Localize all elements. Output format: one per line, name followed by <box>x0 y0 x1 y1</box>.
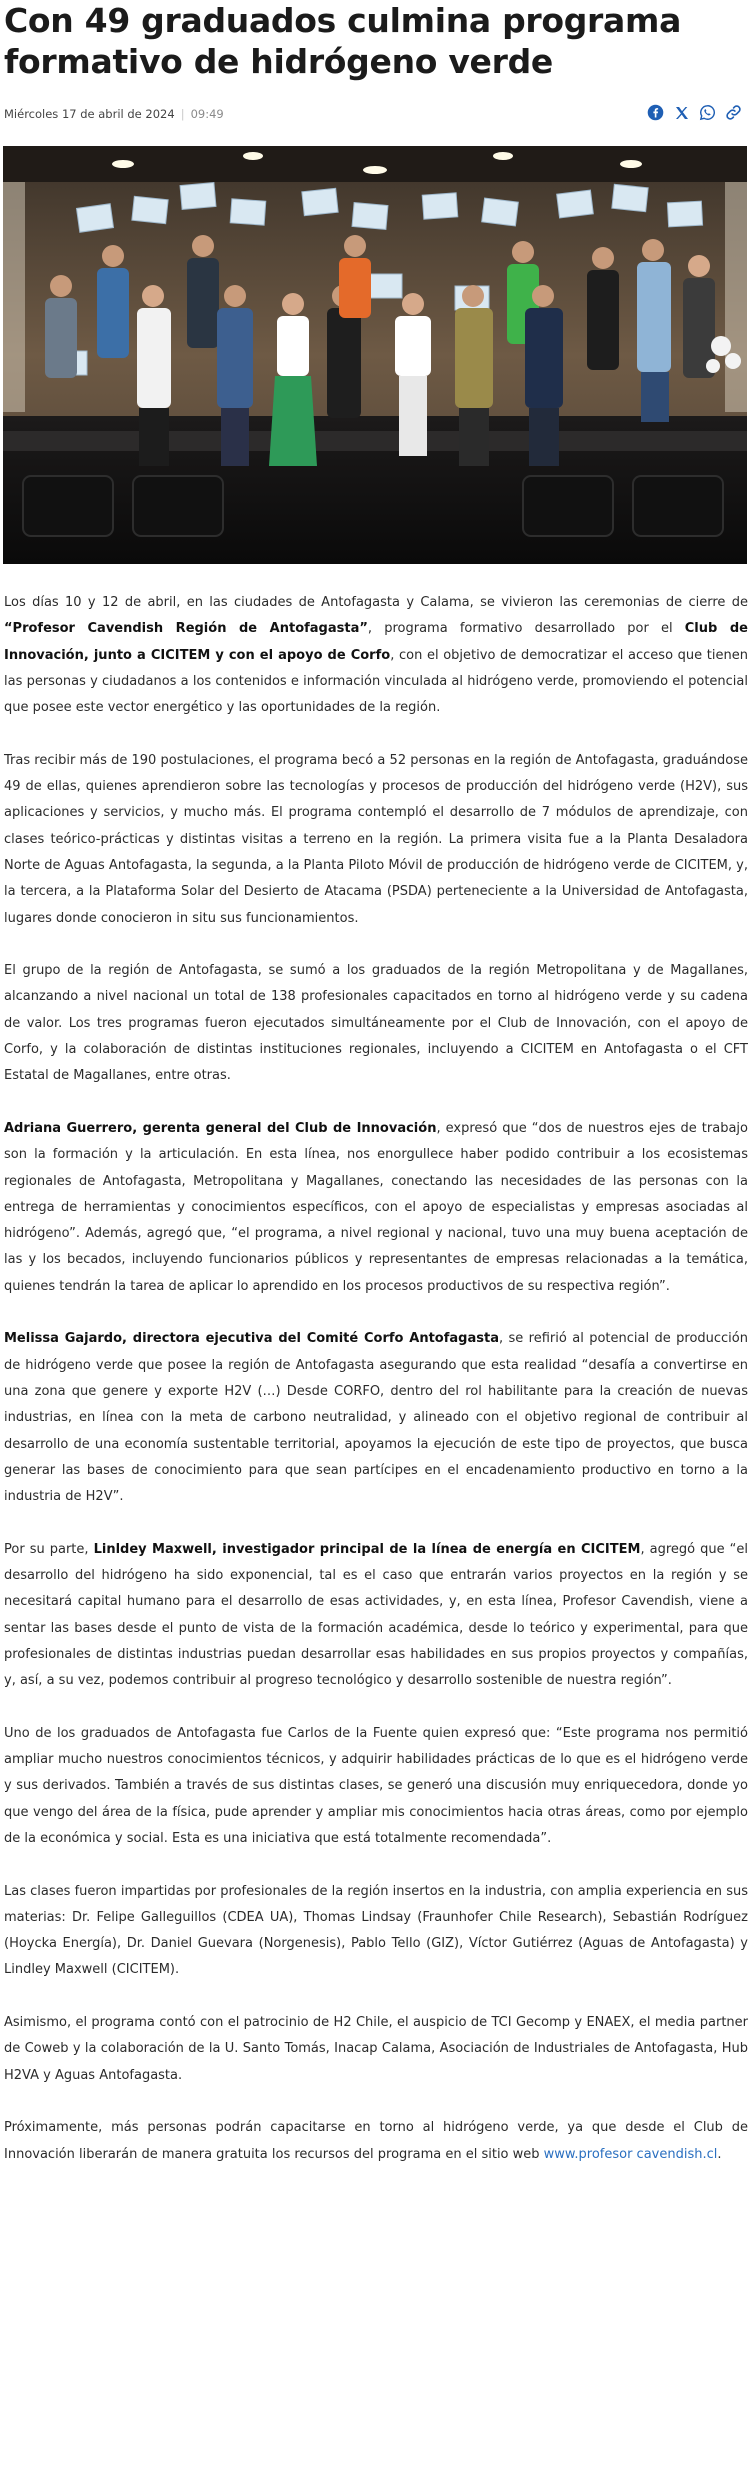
paragraph-5 <box>4 1326 748 1510</box>
publish-time: 09:49 <box>190 107 224 121</box>
facebook-icon[interactable] <box>647 104 664 121</box>
organizers: Club de Innovación, junto a CICITEM y con el apoyo de Corfo <box>4 621 748 663</box>
article-title: Con 49 graduados culmina programa formativo de hidrógeno verde <box>4 1 682 81</box>
text-segment: , agregó que “el desarrollo del hidrógeno ha sido exponencial, tal es el caso que entrarán varios proyectos en la región y se necesitará capital humano para el desarrollo de esas actividades, y, en esta línea, Profesor Cavendish, viene a sentar las bases desde el punto de vista de la formación académica, desde lo teórico y experimental, para que profesionales de distintas industrias puedan desarrollar esas habilidades en sus propios proyectos y compañías, y, así, a su vez, podemos contribuir al progreso tecnológico y desarrollo sostenible de nuestra región”. <box>4 1541 749 1689</box>
speaker-name: Linldey Maxwell, investigador principal de la línea de energía en CICITEM <box>93 1541 641 1557</box>
paragraph-9: Asimismo, el programa contó con el patrocinio de H2 Chile, el auspicio de TCI Gecomp y ENAEX, el media partner de Coweb y la colaboración de la U. Santo Tomás, Inacap Calama, Asociación de Industriales de Antofagasta, Hub H2VA y Aguas Antofagasta. <box>4 2015 748 2083</box>
speaker-name: Melissa Gajardo, directora ejecutiva del Comité Corfo Antofagasta <box>4 1331 499 1347</box>
paragraph-4 <box>4 1116 748 1300</box>
text-segment: , con el objetivo de democratizar el acceso que tienen las personas y ciudadanos a los contenidos e información vinculada al hidrógeno verde, promoviendo el potencial que posee este vector energético y las oportunidades de la región. <box>4 647 748 716</box>
text-segment: Los días 10 y 12 de abril, en las ciudades de Antofagasta y Calama, se vivieron las ceremonias de cierre de <box>4 595 748 610</box>
meta-separator: | <box>180 107 185 121</box>
whatsapp-icon[interactable] <box>699 104 716 121</box>
program-name: “Profesor Cavendish Región de Antofagasta” <box>4 621 368 637</box>
paragraph-10 <box>4 2115 748 2168</box>
program-website-link[interactable]: www.profesor cavendish.cl <box>543 2146 718 2162</box>
text-segment: . <box>717 2146 722 2162</box>
article-body <box>4 590 748 2194</box>
paragraph-8: Las clases fueron impartidas por profesionales de la región insertos en la industria, con amplia experiencia en sus materias: Dr. Felipe Galleguillos (CDEA UA), Thomas Lindsay (Fraunhofer Chile Research), Sebastián Rodríguez (Hoycka Energía), Dr. Daniel Guevara (Norgenesis), Pablo Tello (GIZ), Víctor Gutiérrez (Aguas de Antofagasta) y Lindley Maxwell (CICITEM). <box>4 1883 748 1978</box>
text-segment: , expresó que “dos de nuestros ejes de trabajo son la formación y la articulación. En esta línea, nos enorgullece haber podido contribuir a los ecosistemas regionales de Antofagasta, Metropolitana y Magallanes, conectando las necesidades de las personas con la entrega de herramientas y conocimientos específicos, con el apoyo de especialistas y empresas asociadas al hidrógeno”. Además, agregó que, “el programa, a nivel regional y nacional, tuvo una muy buena aceptación de las y los becados, incluyendo funcionarios públicos y representantes de empresas relacionadas a la temática, quienes tendrán la tarea de aplicar lo aprendido en los procesos productivos de su respectiva región”. <box>4 1120 748 1294</box>
paragraph-7: Uno de los graduados de Antofagasta fue Carlos de la Fuente quien expresó que: “Este programa nos permitió ampliar mucho nuestros conocimientos técnicos, y adquirir habilidades prácticas de lo que es el hidrógeno verde y sus derivados. También a través de sus distintas clases, se generó una discusión muy enriquecedora, donde yo que vengo del área de la física, pude aprender y ampliar mis conocimientos hacia otras áreas, como por ejemplo de la económica y social. Esta es una iniciativa que está totalmente recomendada”. <box>4 1725 748 1846</box>
publish-date: Miércoles 17 de abril de 2024 <box>4 107 175 121</box>
paragraph-3: El grupo de la región de Antofagasta, se sumó a los graduados de la región Metropolitana y de Magallanes, alcanzando a nivel nacional un total de 138 profesionales capacitados en torno al hidrógeno verde y su cadena de valor. Los tres programas fueron ejecutados simultáneamente por el Club de Innovación, con el apoyo de Corfo, y la colaboración de distintas instituciones regionales, incluyendo a CICITEM en Antofagasta o el CFT Estatal de Magallanes, entre otras. <box>4 963 748 1084</box>
paragraph-2: Tras recibir más de 190 postulaciones, el programa becó a 52 personas en la región de Antofagasta, graduándose 49 de ellas, quienes aprendieron sobre las tecnologías y procesos de producción del hidrógeno verde (H2V), sus aplicaciones y servicios, y mucho más. El programa contempló el desarrollo de 7 módulos de aprendizaje, con clases teórico-prácticas y distintas visitas a terreno en la región. La primera visita fue a la Planta Desaladora Norte de Aguas Antofagasta, la segunda, a la Planta Piloto Móvil de producción de hidrógeno verde de CICITEM, y, la tercera, a la Plataforma Solar del Desierto de Atacama (PSDA) perteneciente a la Universidad de Antofagasta, lugares donde conocieron in situ sus funcionamientos. <box>4 752 748 926</box>
text-segment: Por su parte, <box>4 1541 94 1557</box>
share-bar <box>647 104 742 121</box>
x-twitter-icon[interactable] <box>673 104 690 121</box>
paragraph-6 <box>4 1537 748 1695</box>
paragraph-1 <box>4 590 748 721</box>
speaker-name: Adriana Guerrero, gerenta general del Club de Innovación <box>4 1120 437 1136</box>
text-segment: Próximamente, más personas podrán capacitarse en torno al hidrógeno verde, ya que desde el Club de Innovación liberarán de manera gratuita los recursos del programa en el sitio web <box>4 2120 748 2162</box>
article-meta <box>4 104 746 124</box>
copy-link-icon[interactable] <box>725 104 742 121</box>
graduation-group-photo <box>3 146 747 564</box>
text-segment: , programa formativo desarrollado por el <box>367 621 685 637</box>
text-segment: , se refirió al potencial de producción de hidrógeno verde que posee la región de Antofagasta asegurando que esta realidad “desafía a convertirse en una zona que genere y exporte H2V (…) Desde CORFO, dentro del rol habilitante para la creación de nuevas industrias, en línea con la meta de carbono neutralidad, y alineado con el objetivo regional de contribuir al desarrollo de una economía sustentable territorial, apoyamos la ejecución de este tipo de proyectos, que busca generar las bases de conocimiento para que sean partícipes en el encadenamiento productivo en torno a la industria de H2V”. <box>4 1331 748 1505</box>
